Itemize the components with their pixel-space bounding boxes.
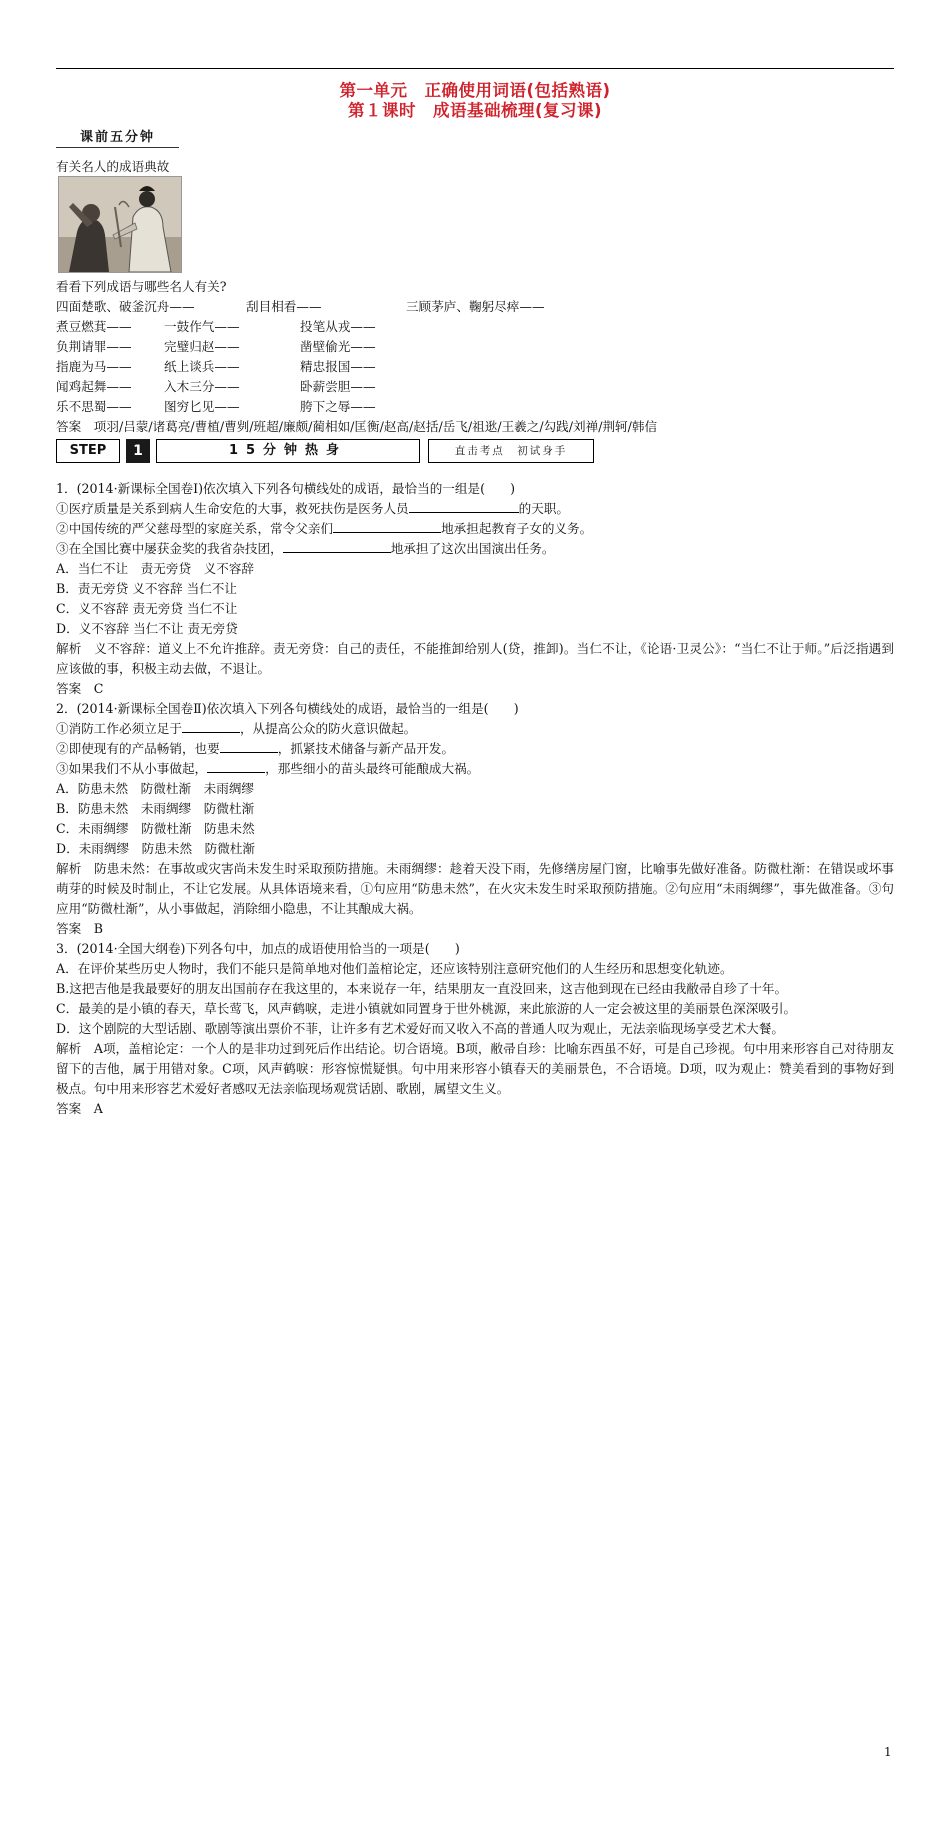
section-label: 课前五分钟 <box>56 126 179 148</box>
answer-blank <box>409 500 519 513</box>
q2-answer: 答案 B <box>56 921 104 936</box>
q2-sentence-2: ②即使现有的产品畅销，也要 ，抓紧技术储备与新产品开发。 <box>56 741 455 756</box>
step-label: STEP <box>56 439 120 463</box>
q3-option-d: D．这个剧院的大型话剧、歌剧等演出票价不菲，让许多有艺术爱好而又收入不高的普通人叹为观止，无法亲临现场享受艺术大餐。 <box>56 1021 784 1036</box>
q2-option-b: B．防患未然 未雨绸缪 防微杜渐 <box>56 801 255 816</box>
answer-blank <box>220 740 278 753</box>
idiom-prompt: 负荆请罪—— <box>56 339 132 354</box>
q1-option-d: D．义不容辞 当仁不让 责无旁贷 <box>56 621 238 636</box>
q3-option-a: A．在评价某些历史人物时，我们不能只是简单地对他们盖棺论定，还应该特别注意研究他们的人生经历和思想变化轨迹。 <box>56 961 733 976</box>
q2-option-c: C．未雨绸缪 防微杜渐 防患未然 <box>56 821 255 836</box>
idiom-prompt: 投笔从戎—— <box>300 319 376 334</box>
answer-blank <box>333 520 441 533</box>
idiom-prompt: 三顾茅庐、鞠躬尽瘁—— <box>406 299 545 314</box>
answer-blank <box>207 760 265 773</box>
step-title: 15分钟热身 <box>156 439 420 463</box>
q2-sentence-3: ③如果我们不从小事做起， ，那些细小的苗头最终可能酿成大祸。 <box>56 761 480 776</box>
header-rule <box>56 68 894 69</box>
q1-option-b: B．责无旁贷 义不容辞 当仁不让 <box>56 581 237 596</box>
q2-sentence-1: ①消防工作必须立足于 ，从提高公众的防火意识做起。 <box>56 721 417 736</box>
idiom-prompt: 乐不思蜀—— <box>56 399 132 414</box>
q1-stem: 1．(2014·新课标全国卷Ⅰ)依次填入下列各句横线处的成语，最恰当的一组是( ) <box>56 481 516 496</box>
step-tag: 直击考点 初试身手 <box>428 439 594 463</box>
q3-stem: 3．(2014·全国大纲卷)下列各句中，加点的成语使用恰当的一项是( ) <box>56 941 460 956</box>
q2-stem: 2．(2014·新课标全国卷Ⅱ)依次填入下列各句横线处的成语，最恰当的一组是( ) <box>56 701 519 716</box>
section1-answer: 答案 项羽/吕蒙/诸葛亮/曹植/曹刿/班超/廉颇/蔺相如/匡衡/赵高/赵括/岳飞/祖逖/王羲之/勾践/刘禅/荆轲/韩信 <box>56 419 658 434</box>
q3-analysis: 解析 A项，盖棺论定：一个人的是非功过到死后作出结论。切合语境。B项，敝帚自珍：比喻东西虽不好，可是自己珍视。句中用来形容自己对待朋友留下的吉他，属于用错对象。C项，风声鹤唳：形容惊慌疑惧。句中用来形容小镇春天的美丽景色，不合语境。D项，叹为观止：赞美看到的事物好到极点。句中用来形容艺术爱好者感叹无法亲临现场观赏话剧、歌剧，属望文生义。 <box>56 1041 894 1096</box>
answer-blank <box>283 540 391 553</box>
q1-analysis: 解析 义不容辞：道义上不允许推辞。责无旁贷：自己的责任，不能推卸给别人(贷，推卸)。当仁不让，《论语·卫灵公》：“当仁不让于师。”后泛指遇到应该做的事，积极主动去做，不退让。 <box>56 641 894 676</box>
idiom-prompt: 刮目相看—— <box>246 299 322 314</box>
q1-sentence-3: ③在全国比赛中屡获金奖的我省杂技团， 地承担了这次出国演出任务。 <box>56 541 555 556</box>
idiom-prompt: 煮豆燃萁—— <box>56 319 132 334</box>
idiom-question: 看看下列成语与哪些名人有关? <box>56 279 227 294</box>
idiom-prompt: 一鼓作气—— <box>164 319 240 334</box>
q1-sentence-1: ①医疗质量是关系到病人生命安危的大事，救死扶伤是医务人员 的天职。 <box>56 501 569 516</box>
page-number: 1 <box>884 1745 892 1759</box>
lesson-title: 第１课时 成语基础梳理(复习课) <box>347 101 603 120</box>
idiom-prompt: 四面楚歌、破釜沉舟—— <box>56 299 195 314</box>
idiom-prompt: 指鹿为马—— <box>56 359 132 374</box>
idiom-prompt: 凿壁偷光—— <box>300 339 376 354</box>
q1-option-a: A．当仁不让 责无旁贷 义不容辞 <box>56 561 255 576</box>
idiom-prompt: 卧薪尝胆—— <box>300 379 376 394</box>
q2-option-d: D．未雨绸缪 防患未然 防微杜渐 <box>56 841 256 856</box>
q2-option-a: A．防患未然 防微杜渐 未雨绸缪 <box>56 781 255 796</box>
q3-option-c: C．最美的是小镇的春天，草长莺飞，风声鹤唳，走进小镇就如同置身于世外桃源，来此旅游的人一定会被这里的美丽景色深深吸引。 <box>56 1001 797 1016</box>
idiom-prompt: 纸上谈兵—— <box>164 359 240 374</box>
q1-answer: 答案 C <box>56 681 104 696</box>
idiom-prompt: 完璧归赵—— <box>164 339 240 354</box>
q1-sentence-2: ②中国传统的严父慈母型的家庭关系，常令父亲们 地承担起教育子女的义务。 <box>56 521 593 536</box>
section-intro: 有关名人的成语典故 <box>56 159 170 174</box>
idiom-prompt: 胯下之辱—— <box>300 399 376 414</box>
idiom-prompt: 闻鸡起舞—— <box>56 379 132 394</box>
illustration-image <box>58 176 182 273</box>
step-banner <box>56 439 596 464</box>
unit-title: 第一单元 正确使用词语(包括熟语) <box>339 81 611 100</box>
idiom-prompt: 精忠报国—— <box>300 359 376 374</box>
idiom-prompt: 图穷匕见—— <box>164 399 240 414</box>
idiom-prompt: 入木三分—— <box>164 379 240 394</box>
step-number: 1 <box>126 439 150 463</box>
q3-option-b: B.这把吉他是我最要好的朋友出国前存在我这里的，本来说存一年，结果朋友一直没回来，这吉他到现在已经由我敝帚自珍了十年。 <box>56 981 788 996</box>
q1-option-c: C．义不容辞 责无旁贷 当仁不让 <box>56 601 238 616</box>
q2-analysis: 解析 防患未然：在事故或灾害尚未发生时采取预防措施。未雨绸缪：趁着天没下雨，先修缮房屋门窗，比喻事先做好准备。防微杜渐：在错误或坏事萌芽的时候及时制止，不让它发展。从具体语境来看，①句应用“防患未然”，在火灾未发生时采取预防措施。②句应用“未雨绸缪”，事先做准备。③句应用“防微杜渐”，从小事做起，消除细小隐患，不让其酿成大祸。 <box>56 861 894 916</box>
q3-answer: 答案 A <box>56 1101 103 1116</box>
answer-blank <box>182 720 240 733</box>
